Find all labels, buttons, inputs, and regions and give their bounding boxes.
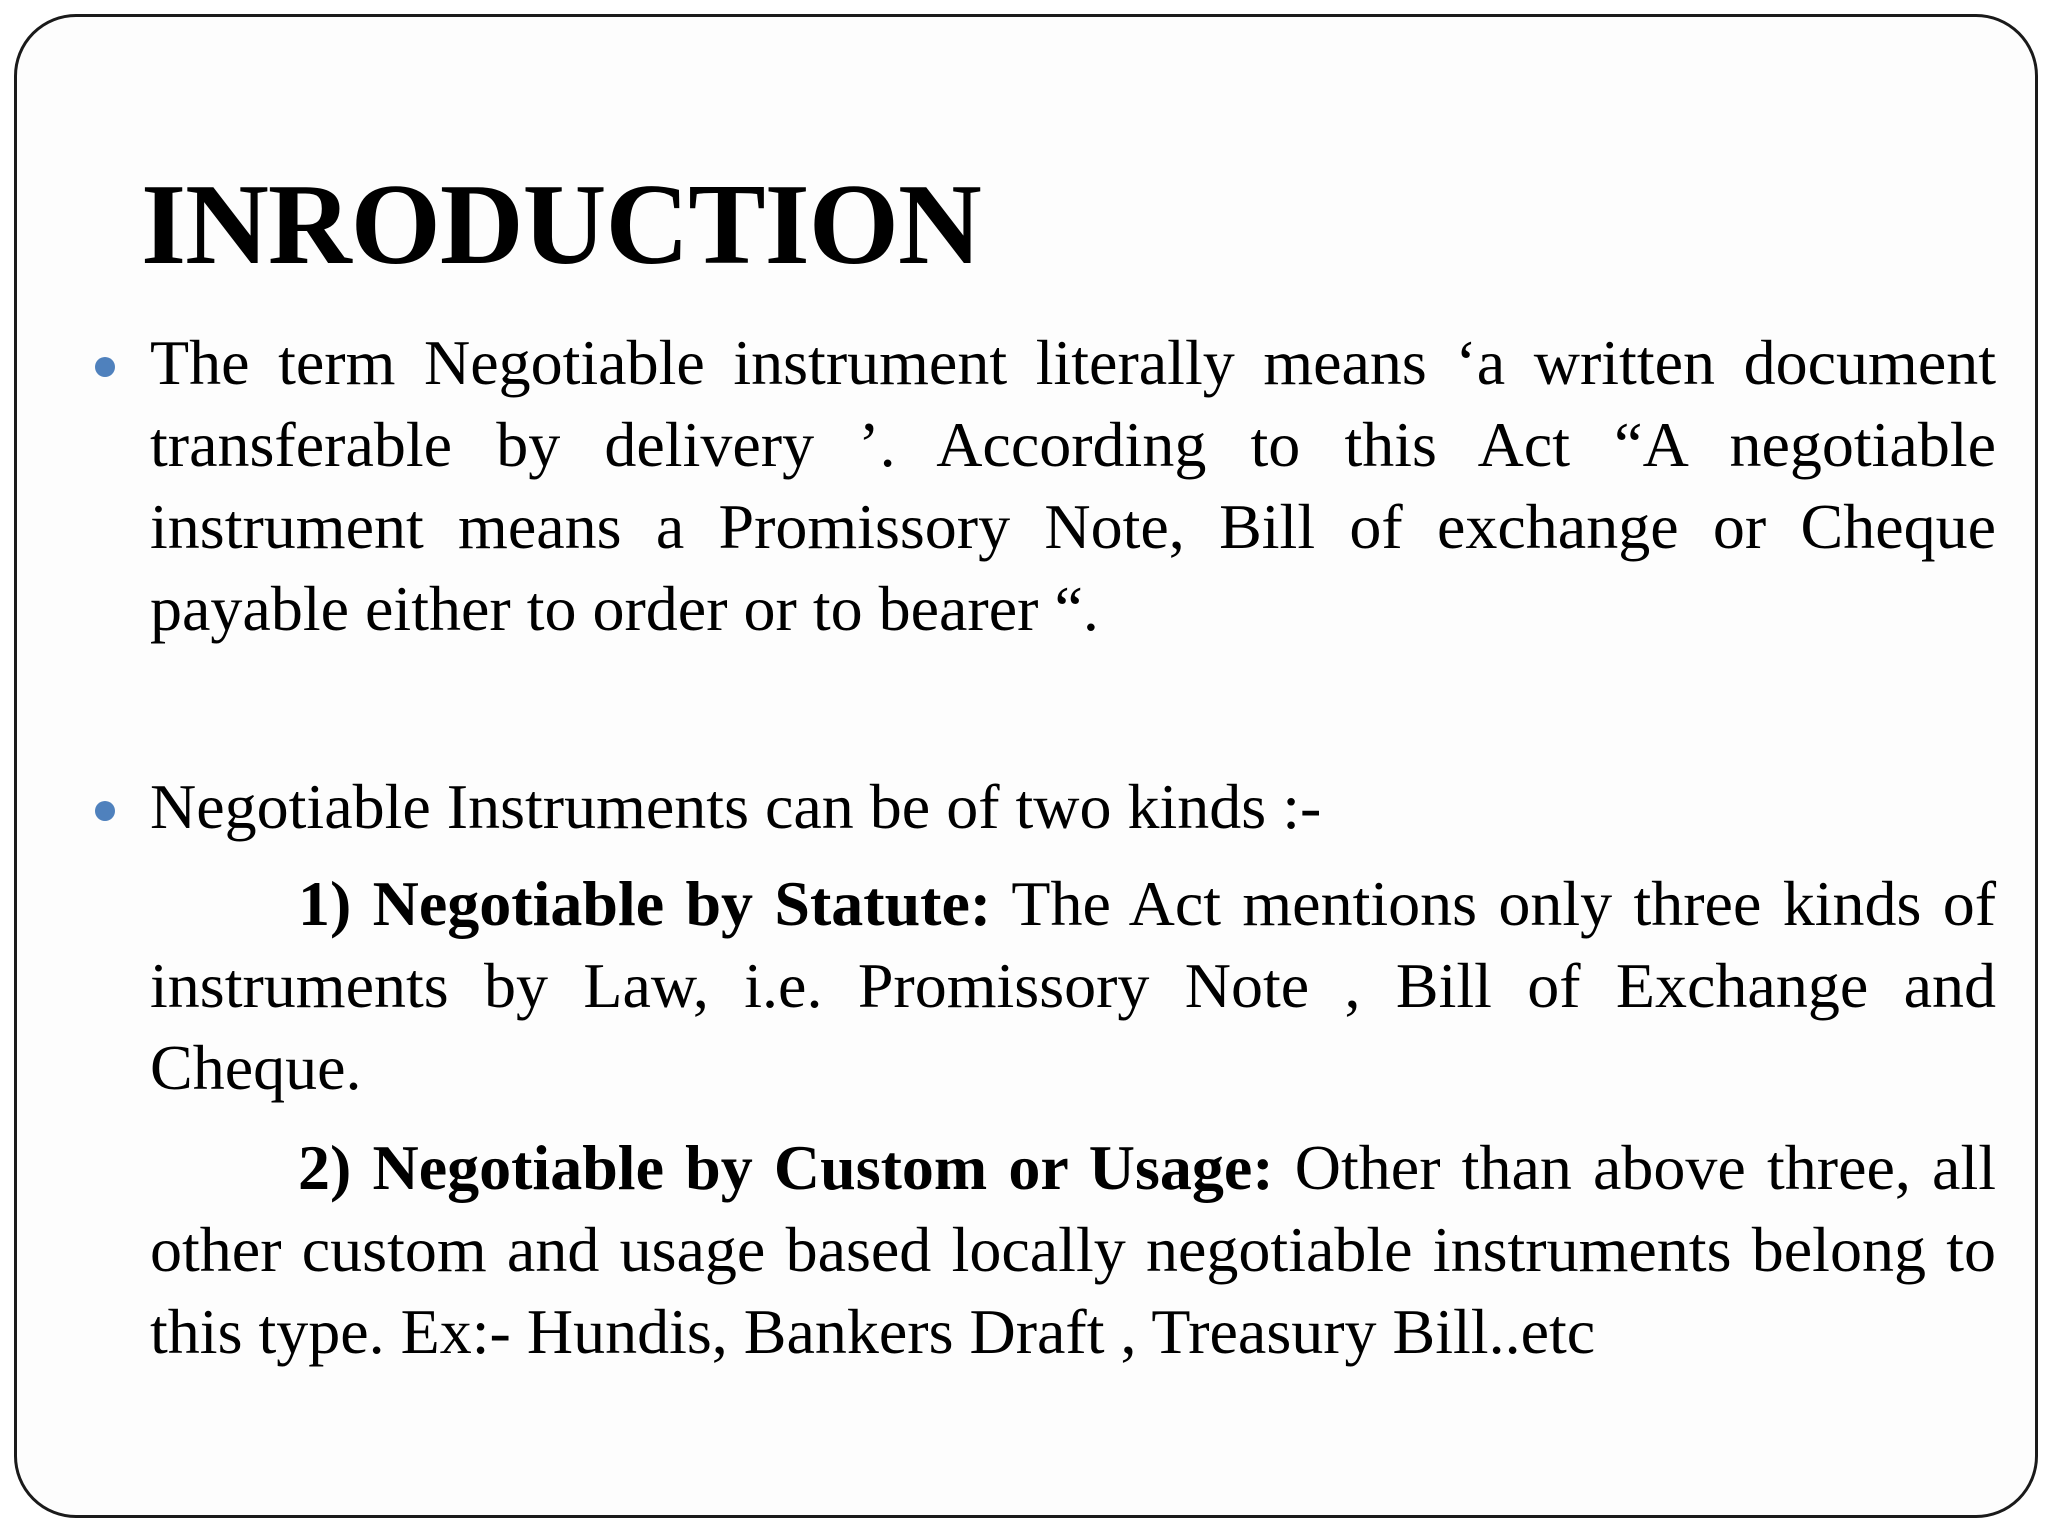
kind-item [150,863,1996,1109]
kind-heading: 2) Negotiable by Custom or Usage: [298,1132,1274,1203]
bullet-item [150,766,1996,848]
bullet-text: The term Negotiable instrument literally means ‘a written document transferable by delivery ’. According to this Act “A negotiable instrument means a Promissory Note, Bill of exchange or Cheque payable either to order or to bearer “. [150,327,1996,644]
bullet-dot-icon [95,801,115,821]
kind-text: Other than above three, all other custom and usage based locally negotiable instruments belong to this type. Ex:- Hundis, Bankers Draft , Treasury Bill..etc [150,1132,1996,1367]
kind-item [150,1127,1996,1373]
slide-title: INRODUCTION [141,161,981,289]
kind-heading: 1) Negotiable by Statute: [298,868,992,939]
kind-paragraph [150,1127,1996,1373]
kind-paragraph [150,863,1996,1109]
bullet-dot-icon [95,357,115,377]
kind-text: The Act mentions only three kinds of instruments by Law, i.e. Promissory Note , Bill of Exchange and Cheque. [150,868,1997,1103]
bullet-text: Negotiable Instruments can be of two kinds :- [150,771,1322,842]
slide-frame [14,14,2038,1518]
bullet-item [150,322,1996,650]
